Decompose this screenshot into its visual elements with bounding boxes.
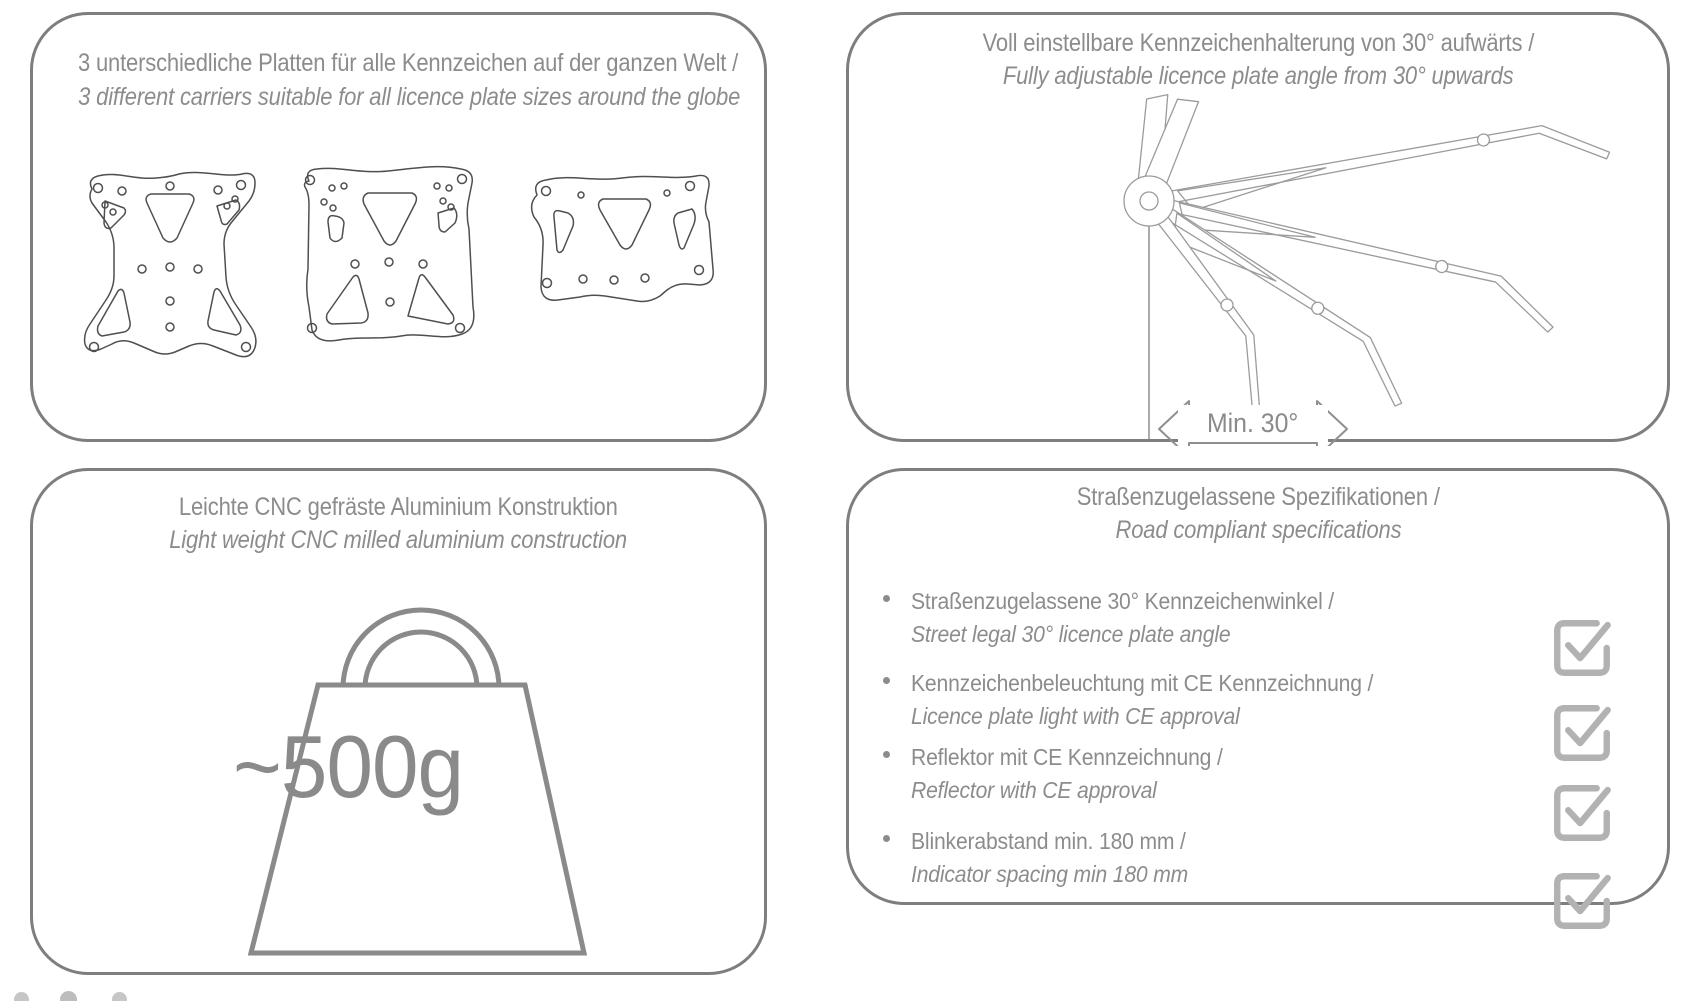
spec-en: Licence plate light with CE approval <box>911 703 1240 729</box>
plate-carrier-medium-icon <box>305 167 474 341</box>
page-dot <box>60 991 77 1001</box>
weight-title-en: Light weight CNC milled aluminium construction <box>169 526 628 554</box>
checkbox-checked-icon <box>1549 868 1615 934</box>
plate-carriers-drawing <box>33 15 764 439</box>
plate-carrier-wide-icon <box>532 175 714 301</box>
page-dot <box>14 992 29 1001</box>
carriers-title-de: 3 unterschiedliche Platten für alle Kennzeichen auf der ganzen Welt / <box>78 49 739 77</box>
spec-item-reflector <box>883 741 1537 807</box>
panel-specs <box>846 468 1670 905</box>
panel-carriers <box>30 12 767 442</box>
bullet-dot <box>883 835 890 842</box>
spec-en: Reflector with CE approval <box>911 777 1157 803</box>
bullet-dot <box>883 595 890 602</box>
spec-item-angle <box>883 585 1537 651</box>
checkbox-checked-icon <box>1549 780 1615 846</box>
spec-item-indicator <box>883 825 1537 891</box>
pivot-hole <box>1140 192 1158 210</box>
min-angle-label: Min. 30° <box>1178 405 1328 442</box>
spec-de: Reflektor mit CE Kennzeichnung / <box>911 744 1223 770</box>
checkbox-checked-icon <box>1549 700 1615 766</box>
bullet-dot <box>883 677 890 684</box>
carriers-title-en: 3 different carriers suitable for all licence plate sizes around the globe <box>78 83 741 111</box>
holder-arm-2 <box>1158 197 1562 333</box>
checkbox-checked-icon <box>1549 615 1615 681</box>
adjustable-title-en: Fully adjustable licence plate angle from 30° upwards <box>1002 62 1514 90</box>
weight-value: ~500g <box>232 717 464 816</box>
spec-en: Street legal 30° licence plate angle <box>911 621 1231 647</box>
adjustable-title-de: Voll einstellbare Kennzeichenhalterung von 30° aufwärts / <box>982 29 1534 57</box>
spec-item-light <box>883 667 1537 733</box>
spec-en: Indicator spacing min 180 mm <box>911 861 1189 887</box>
page-dot <box>112 992 127 1001</box>
spec-de: Straßenzugelassene 30° Kennzeichenwinkel / <box>911 588 1334 614</box>
panel-weight <box>30 468 767 975</box>
specs-title-en: Road compliant specifications <box>1115 516 1401 544</box>
bullet-dot <box>883 751 890 758</box>
panel-adjustable-angle <box>846 12 1670 442</box>
plate-carrier-small-icon <box>85 172 256 356</box>
spec-de: Blinkerabstand min. 180 mm / <box>911 828 1186 854</box>
weight-title-de: Leichte CNC gefräste Aluminium Konstruktion <box>179 493 618 521</box>
specs-title-de: Straßenzugelassene Spezifikationen / <box>1076 483 1440 511</box>
spec-de: Kennzeichenbeleuchtung mit CE Kennzeichnung / <box>911 670 1374 696</box>
adjustable-holder-drawing <box>849 15 1667 446</box>
